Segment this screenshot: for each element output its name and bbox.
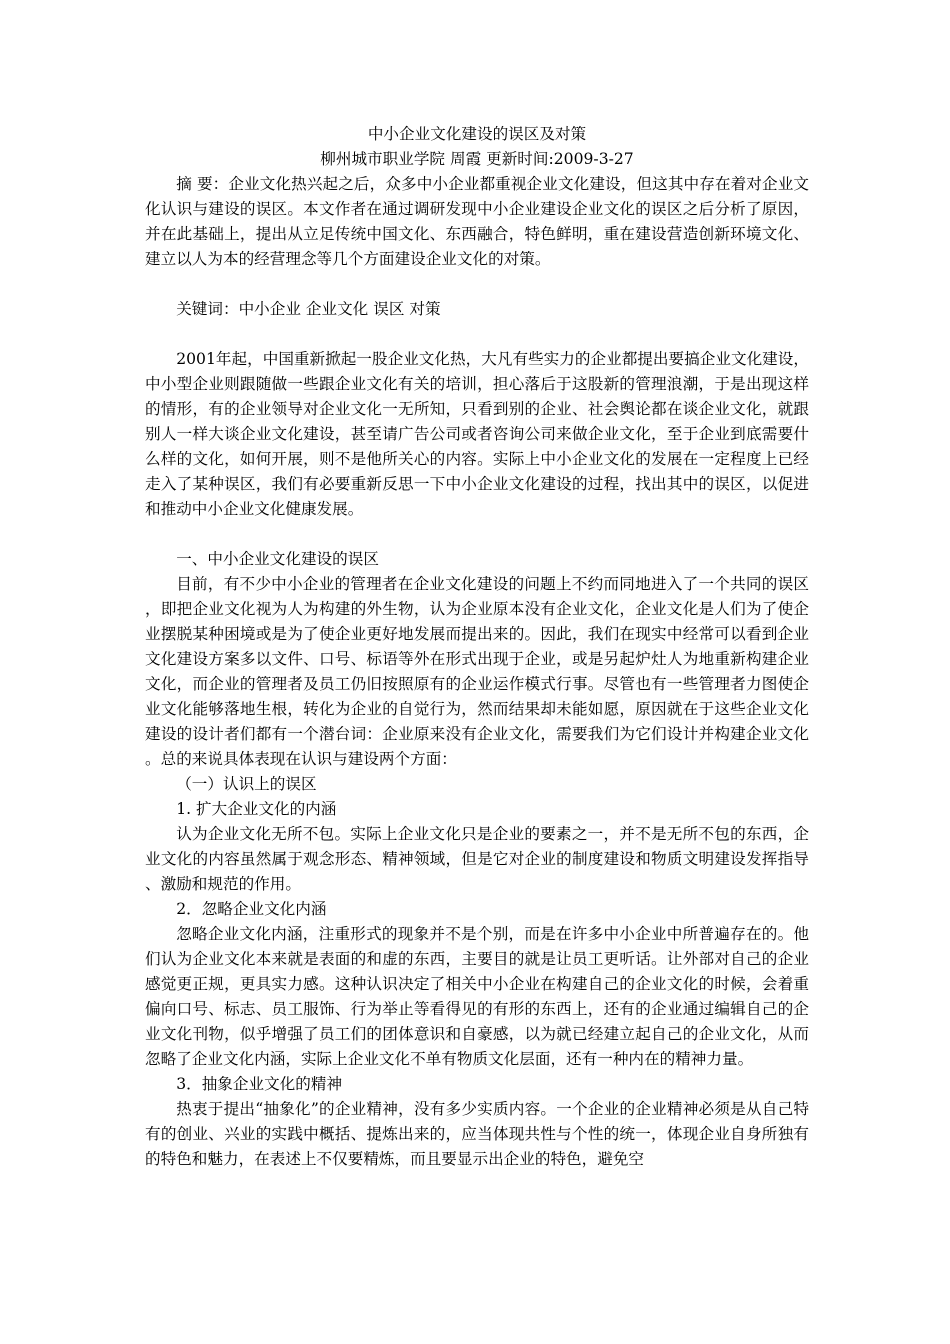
item-heading: 3．抽象企业文化的精神 [176,1075,343,1093]
keywords-line: 关键词：中小企业 企业文化 误区 对策 [176,300,441,318]
spacer [145,272,809,297]
article-byline: 柳州城市职业学院 周霞 更新时间:2009-3-27 [320,150,634,168]
section-paragraph: 目前，有不少中小企业的管理者在企业文化建设的问题上不约而同地进入了一个共同的误区，即把企业文化视为人为构建的外生物，认为企业原本没有企业文化，企业文化是人们为了使企业摆脱某种困境或是为了使企业更好地发展而提出来的。因此，我们在现实中经常可以看到企业文化建设方案多以文件、口号、标语等外在形式出现于企业，或是另起炉灶人为地重新构建企业文化，而企业的管理者及员工仍旧按照原有的企业运作模式行事。尽管也有一些管理者力图使企业文化能够落地生根，转化为企业的自觉行为，然而结果却未能如愿，原因就在于这些企业文化建设的设计者们都有一个潜台词：企业原来没有企业文化，需要我们为它们设计并构建企业文化。总的来说具体表现在认识与建设两个方面： [145,575,809,768]
item-paragraph: 认为企业文化无所不包。实际上企业文化只是企业的要素之一，并不是无所不包的东西，企业文化的内容虽然属于观念形态、精神领域，但是它对企业的制度建设和物质文明建设发挥指导、激励和规范的作用。 [145,825,809,893]
section-heading: 一、中小企业文化建设的误区 [176,550,379,568]
spacer [145,322,809,347]
item-paragraph: 热衷于提出“抽象化”的企业精神，没有多少实质内容。一个企业的企业精神必须是从自己特有的创业、兴业的实践中概括、提炼出来的，应当体现共性与个性的统一，体现企业自身所独有的特色和魅力，在表述上不仅要精炼，而且要显示出企业的特色，避免空 [145,1100,809,1168]
item-paragraph: 忽略企业文化内涵，注重形式的现象并不是个别，而是在许多中小企业中所普遍存在的。他们认为企业文化本来就是表面的和虚的东西，主要目的就是让员工更听话。让外部对自己的企业感觉更正规，更具实力感。这种认识决定了相关中小企业在构建自己的企业文化的时候，会着重偏向口号、标志、员工服饰、行为举止等看得见的有形的东西上，还有的企业通过编辑自己的企业文化刊物，似乎增强了员工们的团体意识和自豪感，以为就已经建立起自己的企业文化，从而忽略了企业文化内涵，实际上企业文化不单有物质文化层面，还有一种内在的精神力量。 [145,925,809,1068]
item-heading: 1. 扩大企业文化的内涵 [176,800,337,818]
item-heading: 2．忽略企业文化内涵 [176,900,327,918]
article-title: 中小企业文化建设的误区及对策 [367,125,587,143]
article-body [145,122,809,1172]
abstract-paragraph: 摘 要：企业文化热兴起之后，众多中小企业都重视企业文化建设，但这其中存在着对企业文化认识与建设的误区。本文作者在通过调研发现中小企业建设企业文化的误区之后分析了原因，并在此基础上，提出从立足传统中国文化、东西融合，特色鲜明，重在建设营造创新环境文化、建立以人为本的经营理念等几个方面建设企业文化的对策。 [145,175,809,268]
subsection-heading: （一）认识上的误区 [176,775,317,793]
intro-paragraph: 2001年起，中国重新掀起一股企业文化热，大凡有些实力的企业都提出要搞企业文化建设，中小型企业则跟随做一些跟企业文化有关的培训，担心落后于这股新的管理浪潮，于是出现这样的情形，有的企业领导对企业文化一无所知，只看到别的企业、社会舆论都在谈企业文化，就跟别人一样大谈企业文化建设，甚至请广告公司或者咨询公司来做企业文化，至于企业到底需要什么样的文化，如何开展，则不是他所关心的内容。实际上中小企业文化的发展在一定程度上已经走入了某种误区，我们有必要重新反思一下中小企业文化建设的过程，找出其中的误区，以促进和推动中小企业文化健康发展。 [145,350,809,518]
spacer [145,522,809,547]
